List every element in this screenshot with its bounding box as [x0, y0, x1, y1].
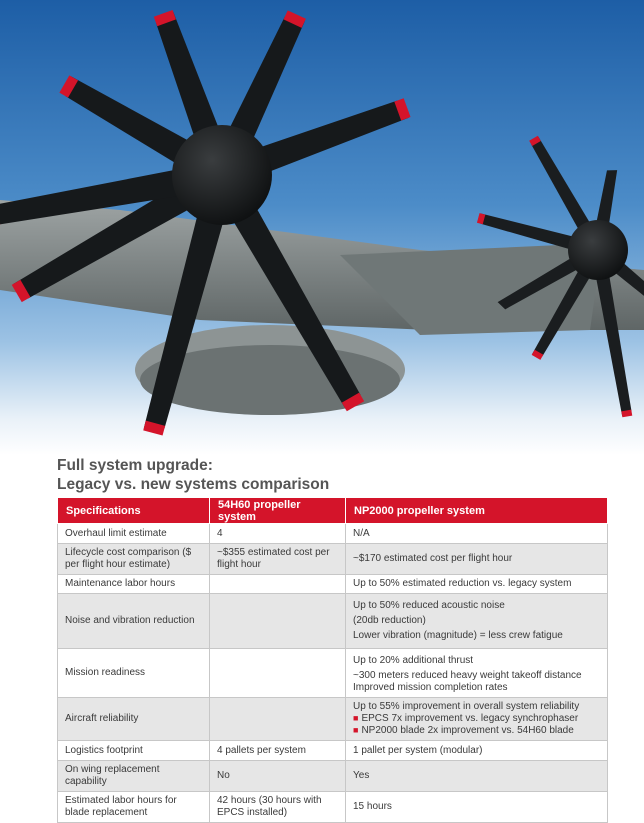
- legacy-cell: 4: [210, 524, 346, 544]
- spec-cell: Logistics footprint: [58, 741, 210, 761]
- np2000-line: Lower vibration (magnitude) = less crew fatigue: [353, 630, 600, 642]
- spec-cell: Aircraft reliability: [58, 698, 210, 741]
- np2000-cell: ~$170 estimated cost per flight hour: [346, 544, 608, 575]
- table-header-row: [58, 498, 608, 524]
- table-row: [58, 698, 608, 741]
- bullet-icon: ■: [353, 713, 358, 724]
- np2000-line: ~300 meters reduced heavy weight takeoff distance: [353, 670, 600, 682]
- bullet-text: EPCS 7x improvement vs. legacy synchrophaser: [361, 713, 578, 725]
- np2000-cell: 1 pallet per system (modular): [346, 741, 608, 761]
- np2000-cell: N/A: [346, 524, 608, 544]
- spec-cell: Lifecycle cost comparison ($ per flight hour estimate): [58, 544, 210, 575]
- header-54h60: 54H60 propeller system: [210, 498, 346, 524]
- bullet-icon: ■: [353, 725, 358, 736]
- table-row: [58, 792, 608, 823]
- np2000-cell: [346, 698, 608, 741]
- header-np2000: NP2000 propeller system: [346, 498, 608, 524]
- spec-cell: Overhaul limit estimate: [58, 524, 210, 544]
- section-heading: [57, 456, 329, 494]
- comparison-table: [57, 497, 608, 823]
- np2000-line: Up to 20% additional thrust: [353, 655, 600, 667]
- np2000-line: (20db reduction): [353, 615, 600, 627]
- bullet-item: [353, 713, 600, 725]
- table-row: [58, 649, 608, 698]
- legacy-cell: No: [210, 761, 346, 792]
- bullet-text: NP2000 blade 2x improvement vs. 54H60 blade: [361, 725, 573, 737]
- table-row: [58, 594, 608, 649]
- np2000-cell: [346, 594, 608, 649]
- legacy-cell: [210, 649, 346, 698]
- spec-cell: Noise and vibration reduction: [58, 594, 210, 649]
- table-row: [58, 575, 608, 594]
- legacy-cell: ~$355 estimated cost per flight hour: [210, 544, 346, 575]
- legacy-cell: 4 pallets per system: [210, 741, 346, 761]
- np2000-cell: Up to 50% estimated reduction vs. legacy system: [346, 575, 608, 594]
- legacy-cell: [210, 594, 346, 649]
- legacy-cell: [210, 698, 346, 741]
- np2000-cell: 15 hours: [346, 792, 608, 823]
- table-row: [58, 761, 608, 792]
- bullet-item: [353, 725, 600, 737]
- heading-line-1: Full system upgrade:: [57, 456, 329, 475]
- table-row: [58, 524, 608, 544]
- heading-line-2: Legacy vs. new systems comparison: [57, 475, 329, 494]
- spec-cell: On wing replacement capability: [58, 761, 210, 792]
- spec-cell: Maintenance labor hours: [58, 575, 210, 594]
- legacy-cell: [210, 575, 346, 594]
- spec-cell: Estimated labor hours for blade replacement: [58, 792, 210, 823]
- np2000-line: Up to 55% improvement in overall system reliability: [353, 701, 600, 713]
- legacy-cell: 42 hours (30 hours with EPCS installed): [210, 792, 346, 823]
- np2000-line: Improved mission completion rates: [353, 682, 600, 694]
- np2000-cell: [346, 649, 608, 698]
- spec-cell: Mission readiness: [58, 649, 210, 698]
- table-row: [58, 741, 608, 761]
- np2000-cell: Yes: [346, 761, 608, 792]
- table-row: [58, 544, 608, 575]
- header-specifications: Specifications: [58, 498, 210, 524]
- np2000-line: Up to 50% reduced acoustic noise: [353, 600, 600, 612]
